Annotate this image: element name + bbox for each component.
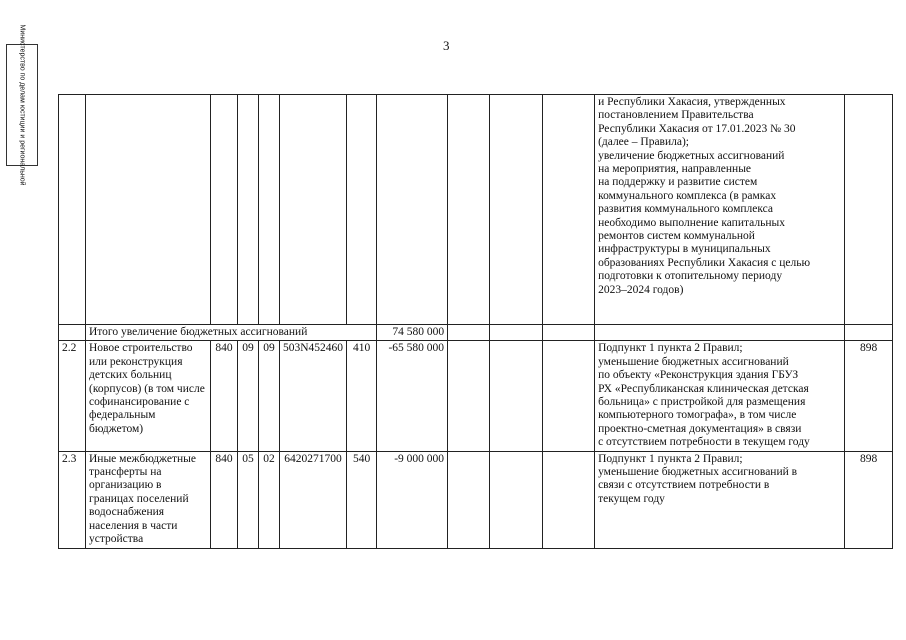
cell-empty	[280, 95, 347, 325]
budget-table	[58, 94, 893, 549]
subsection-code: 02	[259, 451, 280, 548]
cell-empty	[448, 95, 490, 325]
cell-empty	[238, 95, 259, 325]
grbs-code: 840	[211, 341, 238, 451]
code-cell: 898	[845, 451, 893, 548]
justification-cell: Подпункт 1 пункта 2 Правил; уменьшение бюджетных ассигнований по объекту «Реконструкция здания ГБУЗ РХ «Республиканская клиническая детская больница» с пристройкой для размещения компьютерного томографа», в том числе проектно-сметная документация» в связи с отсутствием потребности в текущем году	[595, 341, 845, 451]
cell-empty	[86, 95, 211, 325]
table-row-2-3	[59, 451, 893, 548]
code-cell: 898	[845, 341, 893, 451]
justification-cell: Подпункт 1 пункта 2 Правил; уменьшение бюджетных ассигнований в связи с отсутствием потребности в текущем году	[595, 451, 845, 548]
cell-empty	[490, 325, 543, 341]
cell-empty	[347, 95, 377, 325]
side-stamp-text: Министерство по делам юстиции и региональной	[18, 24, 26, 186]
cell-empty	[59, 325, 86, 341]
page-number: 3	[443, 38, 450, 53]
total-label: Итого увеличение бюджетных ассигнований	[86, 325, 377, 341]
total-amount: 74 580 000	[377, 325, 448, 341]
grbs-code: 840	[211, 451, 238, 548]
cell-empty	[845, 325, 893, 341]
cell-empty	[211, 95, 238, 325]
cell-empty	[448, 325, 490, 341]
cell-empty	[490, 341, 543, 451]
row-number: 2.3	[59, 451, 86, 548]
section-code: 09	[238, 341, 259, 451]
target-article-code: 6420271700	[280, 451, 347, 548]
amount: -9 000 000	[377, 451, 448, 548]
subsection-code: 09	[259, 341, 280, 451]
table-row-2-2	[59, 341, 893, 451]
cell-empty	[543, 341, 595, 451]
justification-cell: и Республики Хакасия, утвержденных постановлением Правительства Республики Хакасия от 17.01.2023 № 30 (далее – Правила); увеличение бюджетных ассигнований на мероприятия, направленные на поддержку и развитие систем коммунального комплекса (в рамках развития коммунального комплекса необходимо выполнение капитальных ремонтов систем коммунальной инфраструктуры в муниципальных образованиях Республики Хакасия с целью подготовки к отопительному периоду 2023–2024 годов)	[595, 95, 845, 325]
table-row-total	[59, 325, 893, 341]
table-row-continuation	[59, 95, 893, 325]
cell-empty	[543, 451, 595, 548]
cell-empty	[543, 325, 595, 341]
cell-empty	[845, 95, 893, 325]
cell-empty	[490, 451, 543, 548]
cell-empty	[490, 95, 543, 325]
cell-empty	[448, 451, 490, 548]
expense-type-code: 540	[347, 451, 377, 548]
row-name: Новое строительство или реконструкция детских больниц (корпусов) (в том числе софинансирование с федеральным бюджетом)	[86, 341, 211, 451]
cell-empty	[543, 95, 595, 325]
row-number: 2.2	[59, 341, 86, 451]
expense-type-code: 410	[347, 341, 377, 451]
cell-empty	[259, 95, 280, 325]
cell-empty	[448, 341, 490, 451]
cell-empty	[59, 95, 86, 325]
side-stamp	[6, 24, 38, 186]
target-article-code: 503N452460	[280, 341, 347, 451]
cell-empty	[377, 95, 448, 325]
amount: -65 580 000	[377, 341, 448, 451]
row-name: Иные межбюджетные трансферты на организацию в границах поселений водоснабжения населения в части устройства	[86, 451, 211, 548]
section-code: 05	[238, 451, 259, 548]
cell-empty	[595, 325, 845, 341]
